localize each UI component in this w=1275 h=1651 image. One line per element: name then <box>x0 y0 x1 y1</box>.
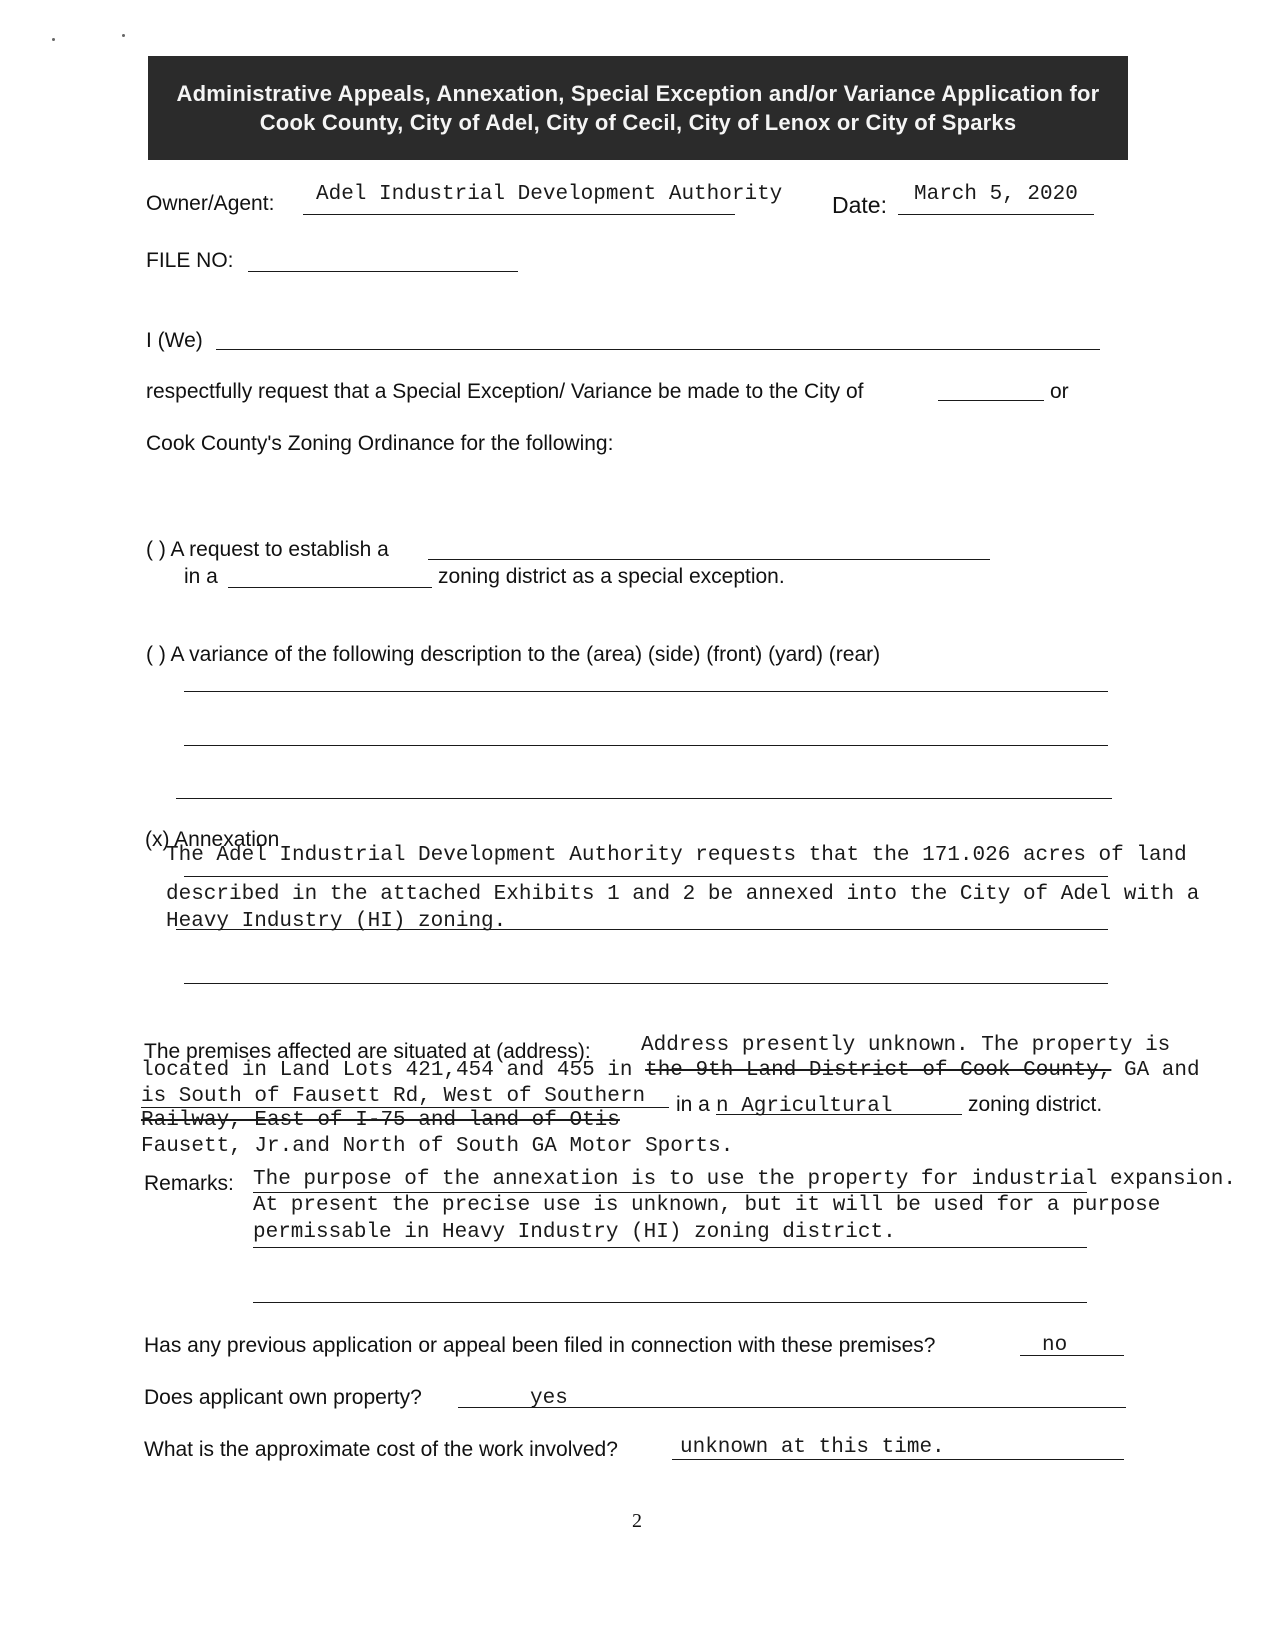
remarks-line-3: permissable in Heavy Industry (HI) zoning district. <box>253 1221 896 1244</box>
annexation-text-line-2: described in the attached Exhibits 1 and 2 be annexed into the City of Adel with a <box>166 883 1200 906</box>
annexation-line-2 <box>176 929 1108 930</box>
special-exception-in-a: in a <box>184 565 218 588</box>
owner-agent-line <box>303 214 735 215</box>
special-exception-option[interactable]: ( ) A request to establish a <box>146 538 389 561</box>
remarks-extra-line[interactable] <box>253 1302 1087 1303</box>
previous-application-line <box>1020 1355 1124 1356</box>
special-exception-suffix: zoning district as a special exception. <box>438 565 785 588</box>
premises-line-2-b: the 9th Land District of Cook County, <box>645 1059 1112 1082</box>
date-label: Date: <box>832 192 887 218</box>
annexation-text-line-3: Heavy Industry (HI) zoning. <box>166 910 507 933</box>
owner-agent-label: Owner/Agent: <box>146 192 275 215</box>
form-title-banner <box>148 56 1128 160</box>
request-text-2: Cook County's Zoning Ordinance for the following: <box>146 432 614 455</box>
request-text: respectfully request that a Special Exception/ Variance be made to the City of <box>146 380 864 403</box>
premises-zoning-suffix: zoning district. <box>968 1093 1103 1116</box>
remarks-line-2: At present the precise use is unknown, but it will be used for a purpose <box>253 1194 1161 1217</box>
file-no-label: FILE NO: <box>146 249 234 272</box>
premises-line-2-c: GA and <box>1111 1059 1200 1082</box>
cost-line <box>672 1459 1124 1460</box>
page-number: 2 <box>632 1510 642 1532</box>
variance-line-2[interactable] <box>184 745 1108 746</box>
premises-line-4: Railway, East of I-75 and land of Otis <box>141 1109 620 1132</box>
variance-option[interactable]: ( ) A variance of the following description to the (area) (side) (front) (yard) (rear) <box>146 643 881 666</box>
annexation-line-3[interactable] <box>184 983 1108 984</box>
i-we-field[interactable] <box>216 349 1100 350</box>
premises-zoning-line <box>716 1114 962 1115</box>
annexation-text-line-1: The Adel Industrial Development Authority requests that the 171.026 acres of land <box>166 844 1187 867</box>
city-field[interactable] <box>938 400 1044 401</box>
annexation-line-1 <box>184 876 1108 877</box>
premises-address-line <box>141 1107 669 1108</box>
cost-question: What is the approximate cost of the work involved? <box>144 1438 618 1461</box>
previous-application-question: Has any previous application or appeal been filed in connection with these premises? <box>144 1334 936 1357</box>
remarks-underline-2 <box>253 1247 1087 1248</box>
request-or: or <box>1050 380 1069 403</box>
form-title: Administrative Appeals, Annexation, Special Exception and/or Variance Application for Cook County, City of Adel, City of Cecil, City of Lenox or City of Sparks <box>176 81 1100 135</box>
premises-zoning-value[interactable]: n Agricultural <box>716 1095 893 1118</box>
remarks-line-1: The purpose of the annexation is to use the property for industrial expansion. <box>253 1168 1236 1191</box>
premises-line-1: Address presently unknown. The property is <box>641 1034 1171 1057</box>
premises-line-5: Fausett, Jr.and North of South GA Motor Sports. <box>141 1135 734 1158</box>
special-exception-use-field[interactable] <box>428 559 990 560</box>
premises-line-2 <box>141 1059 1200 1082</box>
i-we-label: I (We) <box>146 329 203 352</box>
cost-answer[interactable]: unknown at this time. <box>680 1436 945 1459</box>
special-exception-district-field[interactable] <box>228 587 432 588</box>
premises-line-3: is South of Fausett Rd, West of Southern <box>141 1085 646 1108</box>
annexation-option[interactable]: (x) Annexation <box>145 828 280 851</box>
own-property-answer[interactable]: yes <box>530 1387 568 1410</box>
scan-speck <box>52 38 55 41</box>
premises-label: The premises affected are situated at (address): <box>144 1040 591 1063</box>
premises-line-2-a: located in Land Lots 421,454 and 455 in <box>141 1059 646 1082</box>
file-no-field[interactable] <box>248 271 518 272</box>
previous-application-answer[interactable]: no <box>1042 1334 1068 1357</box>
remarks-underline-1 <box>253 1192 1087 1193</box>
date-value[interactable]: March 5, 2020 <box>914 183 1078 206</box>
variance-line-1[interactable] <box>184 691 1108 692</box>
variance-line-3[interactable] <box>176 798 1112 799</box>
owner-agent-value[interactable]: Adel Industrial Development Authority <box>316 183 783 206</box>
own-property-question: Does applicant own property? <box>144 1386 422 1409</box>
scan-speck <box>122 34 125 37</box>
premises-in-a: in a <box>676 1093 710 1116</box>
date-line <box>898 214 1094 215</box>
remarks-label: Remarks: <box>144 1172 234 1195</box>
